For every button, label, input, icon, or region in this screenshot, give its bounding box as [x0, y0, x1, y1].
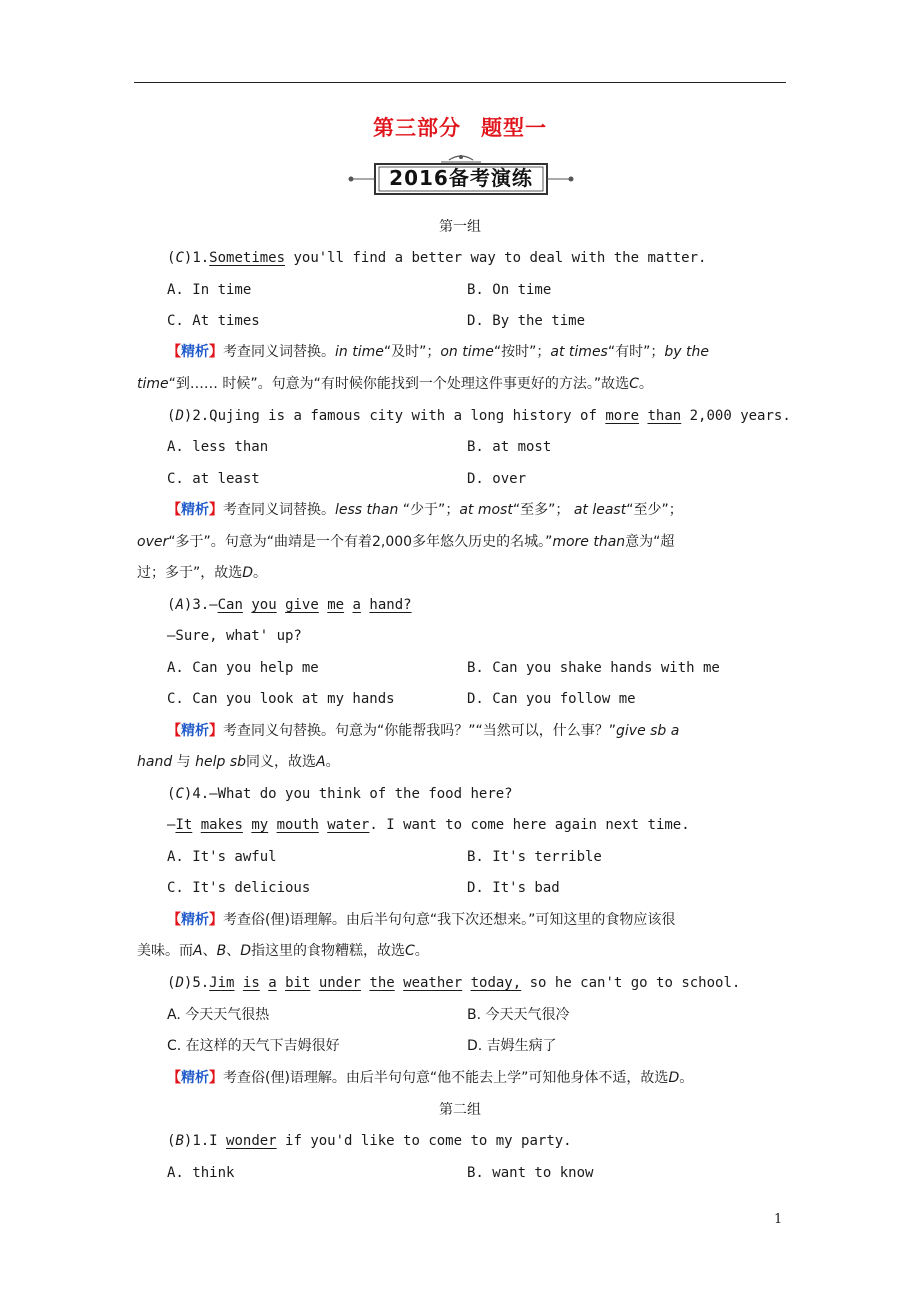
reply-text: —Sure, what' up?	[167, 628, 302, 644]
answer: D	[175, 975, 184, 991]
option-c: C. 在这样的天气下吉姆很好	[167, 1038, 340, 1054]
option-a: A. In time	[167, 282, 252, 298]
question-5: (D)5.Jim is a bit under the weather today, so he can't go to school.	[167, 975, 741, 991]
explanation-line: hand 与 help sb同义，故选A。	[137, 754, 340, 770]
question-2: (D)2.Qujing is a famous city with a long history of more than 2,000 years.	[167, 408, 791, 424]
option-c: C. at least	[167, 471, 260, 487]
group1-label: 第一组	[439, 219, 481, 235]
question-3: (A)3.—Can you give me a hand?	[167, 597, 412, 613]
analysis-tag: 【精析】	[167, 502, 223, 518]
answer: C	[175, 250, 184, 266]
page-title	[0, 112, 920, 142]
answer: B	[175, 1133, 184, 1149]
analysis-tag: 【精析】	[167, 344, 223, 360]
reply-text: —It makes my mouth water. I want to come here again next time.	[167, 817, 690, 833]
option-b: B. at most	[467, 439, 552, 455]
explanation-line: 美味。而A、B、D指这里的食物糟糕，故选C。	[137, 943, 429, 959]
option-a: A. less than	[167, 439, 269, 455]
question-1: (B)1.I wonder if you'd like to come to my party.	[167, 1133, 572, 1149]
explanation-line: over“多于”。句意为“曲靖是一个有着2,000多年悠久历史的名城。”more than意为“超	[137, 534, 675, 550]
option-d: D. 吉姆生病了	[467, 1038, 557, 1054]
option-c: C. It's delicious	[167, 880, 311, 896]
title-part: 第三部分	[373, 116, 461, 140]
explanation-line: 【精析】考查俗(俚)语理解。由后半句句意“他不能去上学”可知他身体不适，故选D。	[167, 1070, 694, 1086]
option-b: B. On time	[467, 282, 552, 298]
explanation-line: 【精析】考查同义词替换。in time“及时”；on time“按时”；at times“有时”；by the	[167, 344, 709, 360]
option-b: B. want to know	[467, 1165, 594, 1181]
practice-banner	[345, 152, 577, 202]
underlined-word: Sometimes	[209, 250, 286, 266]
page-number: 1	[774, 1212, 783, 1227]
question-4: (C)4.—What do you think of the food here?	[167, 786, 513, 802]
option-a: A. It's awful	[167, 849, 277, 865]
banner-text: 2016备考演练	[389, 166, 533, 190]
option-a: A. think	[167, 1165, 235, 1181]
option-b: B. It's terrible	[467, 849, 602, 865]
answer: A	[175, 597, 184, 613]
question-text: you'll find a better way to deal with the matter.	[285, 250, 707, 266]
explanation-line: time“到…… 时候”。句意为“有时候你能找到一个处理这件事更好的方法。”故选C。	[137, 376, 653, 392]
option-d: D. Can you follow me	[467, 691, 636, 707]
analysis-tag: 【精析】	[167, 912, 223, 928]
option-d: D. It's bad	[467, 880, 560, 896]
option-d: D. over	[467, 471, 527, 487]
group2-label: 第二组	[439, 1102, 481, 1118]
option-c: C. Can you look at my hands	[167, 691, 395, 707]
answer: D	[175, 408, 184, 424]
answer: C	[175, 786, 184, 802]
option-b: B. Can you shake hands with me	[467, 660, 720, 676]
title-type: 题型一	[481, 116, 547, 140]
explanation-line: 过；多于”，故选D。	[137, 565, 268, 581]
option-a: A. Can you help me	[167, 660, 319, 676]
question-1: (C)1.Sometimes you'll find a better way to deal with the matter.	[167, 250, 707, 266]
option-b: B. 今天天气很冷	[467, 1007, 570, 1023]
header-rule	[134, 82, 786, 83]
explanation-line: 【精析】考查同义句替换。句意为“你能帮我吗？”“当然可以，什么事？”give sb a	[167, 723, 680, 739]
analysis-tag: 【精析】	[167, 723, 223, 739]
option-a: A. 今天天气很热	[167, 1007, 270, 1023]
explanation-line: 【精析】考查俗(俚)语理解。由后半句句意“我下次还想来。”可知这里的食物应该很	[167, 912, 676, 928]
explanation-line: 【精析】考查同义词替换。less than “少于”；at most“至多”； at least“至少”；	[167, 502, 683, 518]
option-c: C. At times	[167, 313, 260, 329]
option-d: D. By the time	[467, 313, 586, 329]
analysis-tag: 【精析】	[167, 1070, 223, 1086]
question-number: 1.	[192, 250, 210, 266]
